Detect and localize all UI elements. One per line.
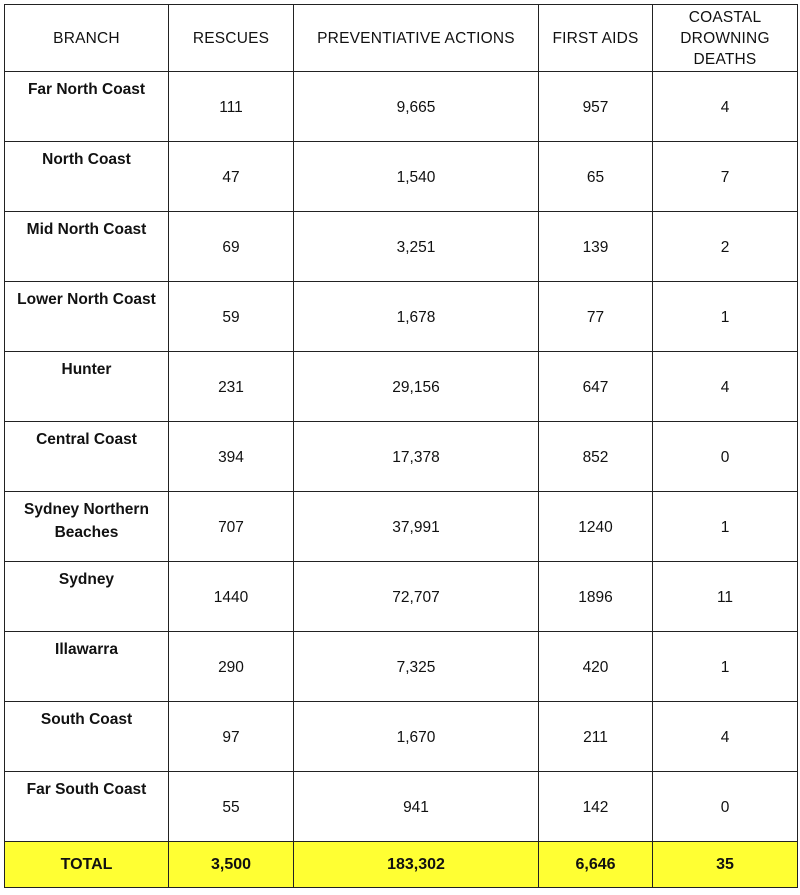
table-row <box>5 562 798 632</box>
table-row <box>5 142 798 212</box>
first-aids-cell: 1896 <box>539 562 653 632</box>
header-first-aids: FIRST AIDS <box>539 5 653 72</box>
coastal-drowning-deaths-cell: 1 <box>653 282 798 352</box>
preventative-actions-cell: 29,156 <box>294 352 539 422</box>
rescues-cell: 111 <box>169 72 294 142</box>
header-preventative-actions: PREVENTIATIVE ACTIONS <box>294 5 539 72</box>
header-deaths-text: COASTAL DROWNING DEATHS <box>680 8 770 68</box>
first-aids-cell: 647 <box>539 352 653 422</box>
header-row <box>5 5 798 72</box>
table-row <box>5 492 798 562</box>
preventative-actions-cell: 1,678 <box>294 282 539 352</box>
preventative-actions-cell: 37,991 <box>294 492 539 562</box>
header-branch: BRANCH <box>5 5 169 72</box>
branch-cell: Hunter <box>5 352 169 422</box>
coastal-drowning-deaths-cell: 2 <box>653 212 798 282</box>
first-aids-cell: 65 <box>539 142 653 212</box>
preventative-actions-cell: 7,325 <box>294 632 539 702</box>
table-row <box>5 282 798 352</box>
coastal-drowning-deaths-cell: 1 <box>653 632 798 702</box>
branch-cell: Mid North Coast <box>5 212 169 282</box>
table-row <box>5 702 798 772</box>
first-aids-cell: 211 <box>539 702 653 772</box>
rescues-cell: 69 <box>169 212 294 282</box>
coastal-drowning-deaths-cell: 4 <box>653 352 798 422</box>
rescues-cell: 55 <box>169 772 294 842</box>
preventative-actions-cell: 941 <box>294 772 539 842</box>
first-aids-cell: 77 <box>539 282 653 352</box>
preventative-actions-cell: 1,670 <box>294 702 539 772</box>
coastal-drowning-deaths-cell: 0 <box>653 772 798 842</box>
table-row <box>5 632 798 702</box>
first-aids-cell: 1240 <box>539 492 653 562</box>
branch-cell: Sydney Northern Beaches <box>5 492 169 562</box>
rescues-cell: 97 <box>169 702 294 772</box>
table-row <box>5 212 798 282</box>
header-coastal-drowning-deaths <box>653 5 798 72</box>
coastal-drowning-deaths-cell: 1 <box>653 492 798 562</box>
branch-cell: Far South Coast <box>5 772 169 842</box>
rescues-cell: 231 <box>169 352 294 422</box>
total-coastal-drowning-deaths: 35 <box>653 842 798 888</box>
coastal-drowning-deaths-cell: 4 <box>653 72 798 142</box>
total-first-aids: 6,646 <box>539 842 653 888</box>
branch-cell: South Coast <box>5 702 169 772</box>
branch-cell: Far North Coast <box>5 72 169 142</box>
preventative-actions-cell: 1,540 <box>294 142 539 212</box>
header-rescues: RESCUES <box>169 5 294 72</box>
total-preventative-actions: 183,302 <box>294 842 539 888</box>
first-aids-cell: 852 <box>539 422 653 492</box>
preventative-actions-cell: 3,251 <box>294 212 539 282</box>
preventative-actions-cell: 9,665 <box>294 72 539 142</box>
table-row <box>5 772 798 842</box>
rescues-cell: 707 <box>169 492 294 562</box>
first-aids-cell: 957 <box>539 72 653 142</box>
total-row <box>5 842 798 888</box>
coastal-drowning-deaths-cell: 7 <box>653 142 798 212</box>
coastal-drowning-deaths-cell: 4 <box>653 702 798 772</box>
total-rescues: 3,500 <box>169 842 294 888</box>
table-row <box>5 422 798 492</box>
table-row <box>5 72 798 142</box>
first-aids-cell: 420 <box>539 632 653 702</box>
rescues-cell: 1440 <box>169 562 294 632</box>
branch-cell: Sydney <box>5 562 169 632</box>
total-label: TOTAL <box>5 842 169 888</box>
rescues-cell: 290 <box>169 632 294 702</box>
rescues-cell: 47 <box>169 142 294 212</box>
first-aids-cell: 139 <box>539 212 653 282</box>
rescues-cell: 394 <box>169 422 294 492</box>
table-row <box>5 352 798 422</box>
preventative-actions-cell: 17,378 <box>294 422 539 492</box>
rescues-cell: 59 <box>169 282 294 352</box>
branch-cell: Central Coast <box>5 422 169 492</box>
branch-cell: North Coast <box>5 142 169 212</box>
coastal-drowning-deaths-cell: 0 <box>653 422 798 492</box>
first-aids-cell: 142 <box>539 772 653 842</box>
coastal-drowning-deaths-cell: 11 <box>653 562 798 632</box>
preventative-actions-cell: 72,707 <box>294 562 539 632</box>
table-body <box>5 72 798 842</box>
branch-statistics-table <box>4 4 798 888</box>
branch-cell: Lower North Coast <box>5 282 169 352</box>
branch-cell: Illawarra <box>5 632 169 702</box>
